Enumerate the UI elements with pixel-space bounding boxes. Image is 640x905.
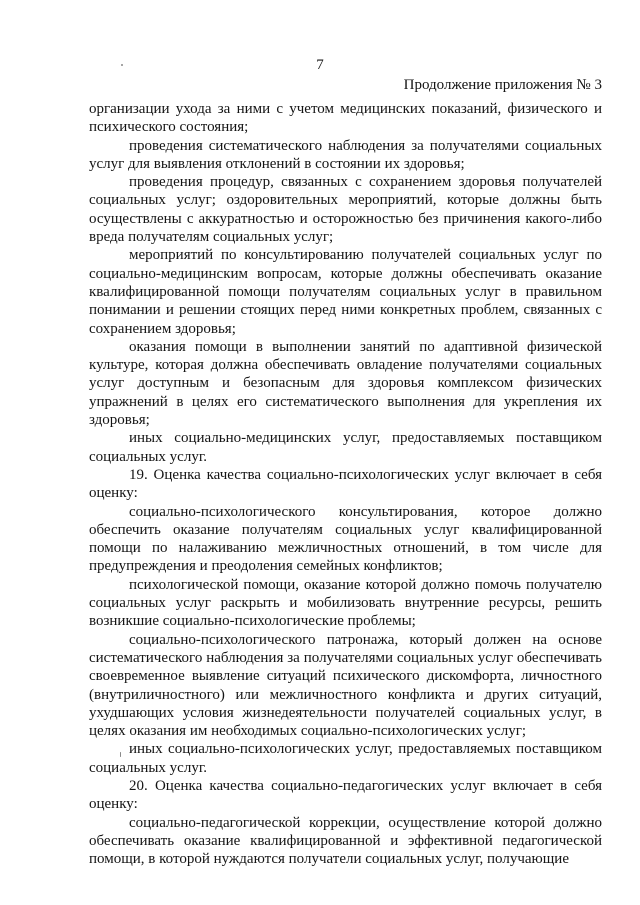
- paragraph: психологической помощи, оказание которой должно помочь получателю социальных услуг раскрыть и мобилизовать внутренние ресурсы, решить возникшие социально-психологические проблемы;: [89, 576, 602, 630]
- appendix-continuation-note: Продолжение приложения № 3: [403, 77, 602, 93]
- paragraph: иных социально-психологических услуг, предоставляемых поставщиком социальных услуг.: [89, 741, 602, 776]
- paragraph: иных социально-медицинских услуг, предоставляемых поставщиком социальных услуг.: [89, 430, 602, 465]
- paragraph: проведения процедур, связанных с сохранением здоровья получателей социальных услуг; оздоровительных мероприятий, которые должны быть осуществлены с аккуратностью и осторожностью без причинения какого-либо вреда получателям социальных услуг;: [89, 174, 602, 246]
- section-heading-20: 20. Оценка качества социально-педагогических услуг включает в себя оценку:: [89, 777, 602, 813]
- paragraph: оказания помощи в выполнении занятий по адаптивной физической культуре, которая должна обеспечивать овладение получателями социальных услуг доступным и безопасным для здоровья комплексом физических упражнений в целях его систематического выполнения для укрепления их здоровья;: [89, 338, 602, 429]
- paragraph: организации ухода за ними с учетом медицинских показаний, физического и психического состояния;: [89, 101, 602, 136]
- paragraph: мероприятий по консультированию получателей социальных услуг по социально-медицинским вопросам, которые должны обеспечивать оказание квалифицированной помощи получателям социальных услуг в правильном понимании и решении стоящих перед ними конкретных проблем, связанных с сохранением здоровья;: [89, 247, 602, 337]
- section-heading-19: 19. Оценка качества социально-психологических услуг включает в себя оценку:: [89, 466, 602, 502]
- paragraph: проведения систематического наблюдения за получателями социальных услуг для выявления отклонений в состоянии их здоровья;: [89, 137, 602, 172]
- paragraph: социально-педагогической коррекции, осуществление которой должно обеспечивать оказание квалифицированной и эффективной педагогической помощи, в которой нуждаются получатели социальных услуг, получающие: [89, 814, 602, 868]
- paragraph: социально-психологического консультирования, которое должно обеспечить оказание получателям социальных услуг квалифицированной помощи по налаживанию межличностных отношений, в том числе для предупреждения и преодоления семейных конфликтов;: [89, 503, 602, 575]
- paragraph: социально-психологического патронажа, который должен на основе систематического наблюдения за получателями социальных услуг обеспечивать своевременное выявление ситуаций психического дискомфорта, личностного (внутриличностного) или межличностного конфликта и других ситуаций, ухудшающих условия жизнедеятельности получателей социальных услуг, в целях оказания им необходимых социально-психологических услуг;: [89, 631, 602, 740]
- page-number: 7: [316, 57, 324, 73]
- document-body: [89, 100, 602, 868]
